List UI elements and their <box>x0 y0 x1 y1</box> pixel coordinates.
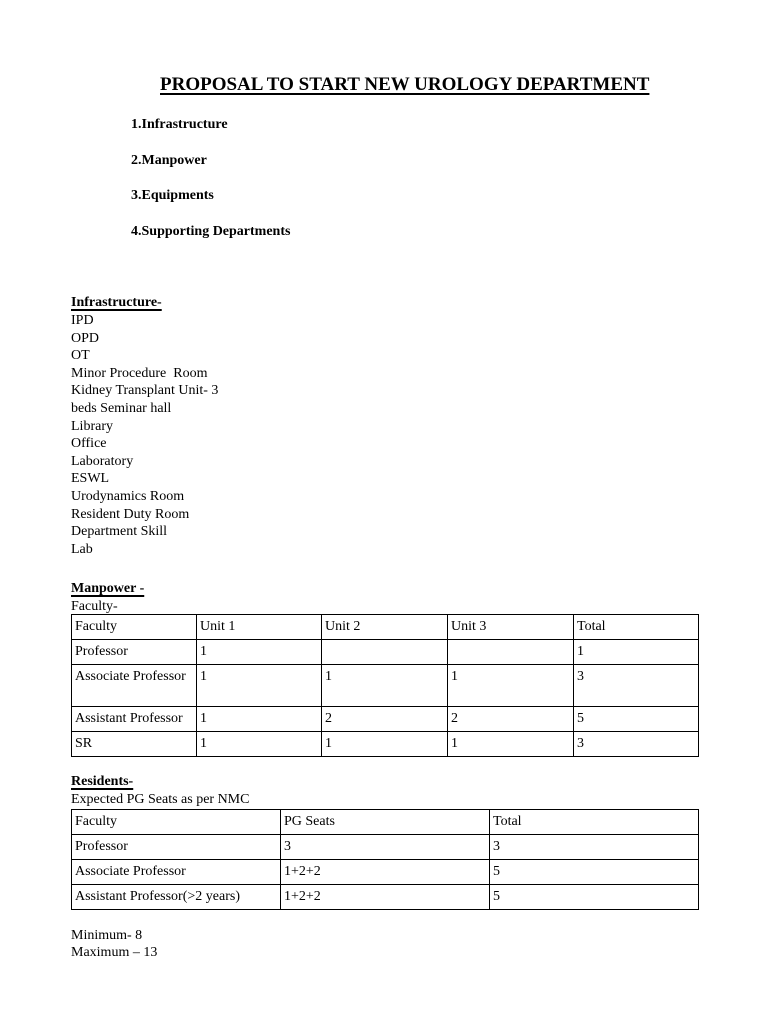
table-cell: 1 <box>197 640 322 665</box>
table-header-cell: Unit 3 <box>448 615 574 640</box>
list-item: beds Seminar hall <box>71 400 172 416</box>
infrastructure-list <box>71 312 371 558</box>
list-item: Library <box>71 418 113 434</box>
table-header-cell: Total <box>490 810 699 835</box>
table-cell: 1+2+2 <box>281 885 490 910</box>
table-header-cell: Unit 2 <box>322 615 448 640</box>
table-cell: 3 <box>281 835 490 860</box>
table-header-cell: Total <box>574 615 699 640</box>
table-cell: Assistant Professor(>2 years) <box>72 885 281 910</box>
list-item: OT <box>71 348 90 364</box>
table-cell <box>448 640 574 665</box>
manpower-section <box>71 580 144 615</box>
table-header-row <box>72 810 699 835</box>
infrastructure-section <box>71 294 371 558</box>
page-title: PROPOSAL TO START NEW UROLOGY DEPARTMENT <box>160 74 650 95</box>
table-header-cell: PG Seats <box>281 810 490 835</box>
table-cell: 5 <box>490 885 699 910</box>
list-item: Kidney Transplant Unit- 3 <box>71 383 219 399</box>
table-cell: 1 <box>197 707 322 732</box>
maximum-seats: Maximum – 13 <box>71 945 158 960</box>
toc-item-supporting-departments: 4.Supporting Departments <box>131 223 291 239</box>
faculty-subheading: Faculty- <box>71 599 118 614</box>
seat-summary <box>71 927 157 961</box>
table-cell: 3 <box>490 835 699 860</box>
infrastructure-heading: Infrastructure- <box>71 295 162 310</box>
residents-heading: Residents- <box>71 774 134 789</box>
table-cell: 1 <box>197 732 322 757</box>
toc-item-equipments: 3.Equipments <box>131 188 214 203</box>
list-item: ESWL <box>71 471 110 487</box>
toc-item-manpower: 2.Manpower <box>131 152 207 168</box>
list-item: Department Skill <box>71 524 168 540</box>
list-item: OPD <box>71 330 100 346</box>
minimum-seats: Minimum- 8 <box>71 928 143 943</box>
table-cell: 3 <box>574 732 699 757</box>
table-row <box>72 665 699 707</box>
table-row <box>72 707 699 732</box>
table-cell: 1 <box>448 665 574 707</box>
table-cell: 1 <box>197 665 322 707</box>
list-item: Laboratory <box>71 453 134 469</box>
table-cell: 1+2+2 <box>281 860 490 885</box>
faculty-table <box>71 614 699 757</box>
list-item: Minor Procedure Room <box>71 365 208 381</box>
residents-section <box>71 773 249 808</box>
table-of-contents <box>131 116 290 258</box>
table-cell: 2 <box>448 707 574 732</box>
list-item: Lab <box>71 541 93 557</box>
table-cell: 1 <box>322 665 448 707</box>
table-cell: 1 <box>448 732 574 757</box>
table-cell: 2 <box>322 707 448 732</box>
table-cell: Associate Professor <box>72 665 197 707</box>
table-row <box>72 860 699 885</box>
table-cell: 5 <box>490 860 699 885</box>
table-row <box>72 885 699 910</box>
table-cell: Assistant Professor <box>72 707 197 732</box>
table-cell: Professor <box>72 640 197 665</box>
table-row <box>72 640 699 665</box>
table-cell: 3 <box>574 665 699 707</box>
table-cell: Professor <box>72 835 281 860</box>
residents-subheading: Expected PG Seats as per NMC <box>71 792 250 807</box>
pg-seats-table <box>71 809 699 910</box>
table-cell: SR <box>72 732 197 757</box>
table-cell <box>322 640 448 665</box>
manpower-heading: Manpower - <box>71 581 145 596</box>
table-header-cell: Faculty <box>72 810 281 835</box>
table-row <box>72 732 699 757</box>
toc-item-infrastructure: 1.Infrastructure <box>131 117 228 132</box>
list-item: Resident Duty Room <box>71 506 190 522</box>
table-cell: 1 <box>322 732 448 757</box>
table-header-row <box>72 615 699 640</box>
table-header-cell: Unit 1 <box>197 615 322 640</box>
table-row <box>72 835 699 860</box>
list-item: Urodynamics Room <box>71 488 185 504</box>
table-header-cell: Faculty <box>72 615 197 640</box>
list-item: Office <box>71 436 107 452</box>
table-cell: 5 <box>574 707 699 732</box>
table-cell: Associate Professor <box>72 860 281 885</box>
table-cell: 1 <box>574 640 699 665</box>
list-item: IPD <box>71 313 94 328</box>
